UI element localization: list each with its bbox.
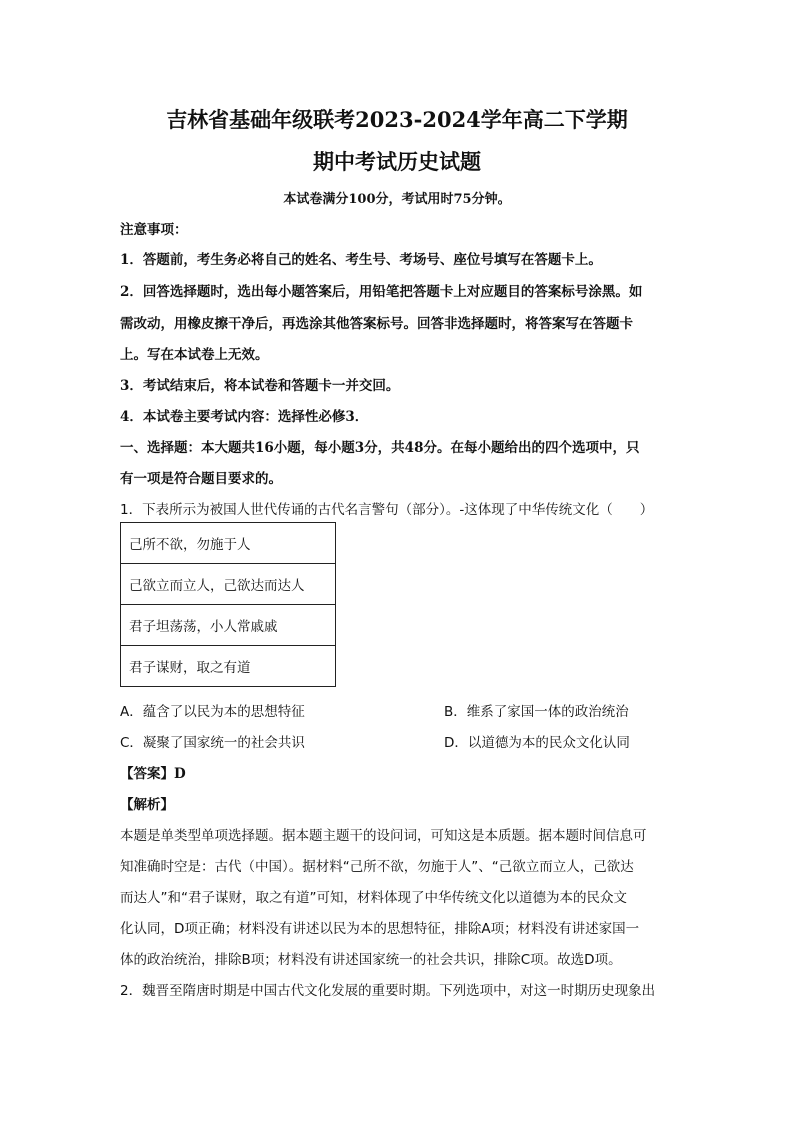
- analysis-line-1: 本题是单类型单项选择题。据本题主题干的设问词，可知这是本质题。据本题时间信息可: [120, 828, 647, 844]
- table-row: [121, 605, 336, 646]
- note-item-2: 2．回答选择题时，选出每小题答案后，用铅笔把答题卡上对应题目的答案标号涂黑。如: [120, 284, 643, 300]
- note-item-2-cont1: 需改动，用橡皮擦干净后，再选涂其他答案标号。回答非选择题时，将答案写在答题卡: [120, 316, 633, 332]
- question-2-stem: 2．魏晋至隋唐时期是中国古代文化发展的重要时期。下列选项中，对这一时期历史现象出: [120, 983, 656, 999]
- note-item-1: 1．答题前，考生务必将自己的姓名、考生号、考场号、座位号填写在答题卡上。: [120, 252, 602, 268]
- note-item-4: 4．本试卷主要考试内容：选择性必修3．: [120, 409, 369, 425]
- table-cell: 君子谋财，取之有道: [121, 646, 336, 687]
- notes-heading: 注意事项：: [120, 222, 188, 238]
- table-cell: 己所不欲，勿施于人: [121, 523, 336, 564]
- analysis-line-2: 知准确时空是：古代（中国）。据材料“己所不欲，勿施于人”、“己欲立而立人，己欲达: [120, 859, 634, 875]
- question-1-stem: 1．下表所示为被国人世代传诵的古代名言警句（部分）。-这体现了中华传统文化（ ）: [120, 502, 654, 518]
- analysis-heading: 【解析】: [120, 797, 174, 813]
- table-cell: 君子坦荡荡，小人常戚戚: [121, 605, 336, 646]
- option-d: D．以道德为本的民众文化认同: [444, 735, 630, 751]
- quote-table: [120, 522, 336, 687]
- exam-title-line2: 期中考试历史试题: [313, 149, 481, 174]
- analysis-line-3: 而达人”和“君子谋财，取之有道”可知，材料体现了中华传统文化以道德为本的民众文: [120, 890, 627, 906]
- answer-label: 【答案】D: [120, 766, 186, 782]
- section-heading-line1: 一、选择题：本大题共16小题，每小题3分，共48分。在每小题给出的四个选项中，只: [120, 440, 640, 456]
- analysis-line-5: 体的政治统治，排除B项；材料没有讲述国家统一的社会共识，排除C项。故选D项。: [120, 952, 622, 968]
- table-cell: 己欲立而立人，己欲达而达人: [121, 564, 336, 605]
- option-b: B．维系了家国一体的政治统治: [444, 704, 629, 720]
- note-item-3: 3．考试结束后，将本试卷和答题卡一并交回。: [120, 378, 400, 394]
- table-row: [121, 523, 336, 564]
- exam-title-line1: 吉林省基础年级联考2023-2024学年高二下学期: [166, 107, 628, 132]
- exam-subtitle: 本试卷满分100分，考试用时75分钟。: [283, 192, 511, 207]
- note-item-2-cont2: 上。写在本试卷上无效。: [120, 347, 269, 363]
- table-row: [121, 564, 336, 605]
- analysis-line-4: 化认同，D项正确；材料没有讲述以民为本的思想特征，排除A项；材料没有讲述家国一: [120, 921, 640, 937]
- option-a: A．蕴含了以民为本的思想特征: [120, 704, 305, 720]
- option-c: C．凝聚了国家统一的社会共识: [120, 735, 305, 751]
- table-row: [121, 646, 336, 687]
- section-heading-line2: 有一项是符合题目要求的。: [120, 471, 282, 487]
